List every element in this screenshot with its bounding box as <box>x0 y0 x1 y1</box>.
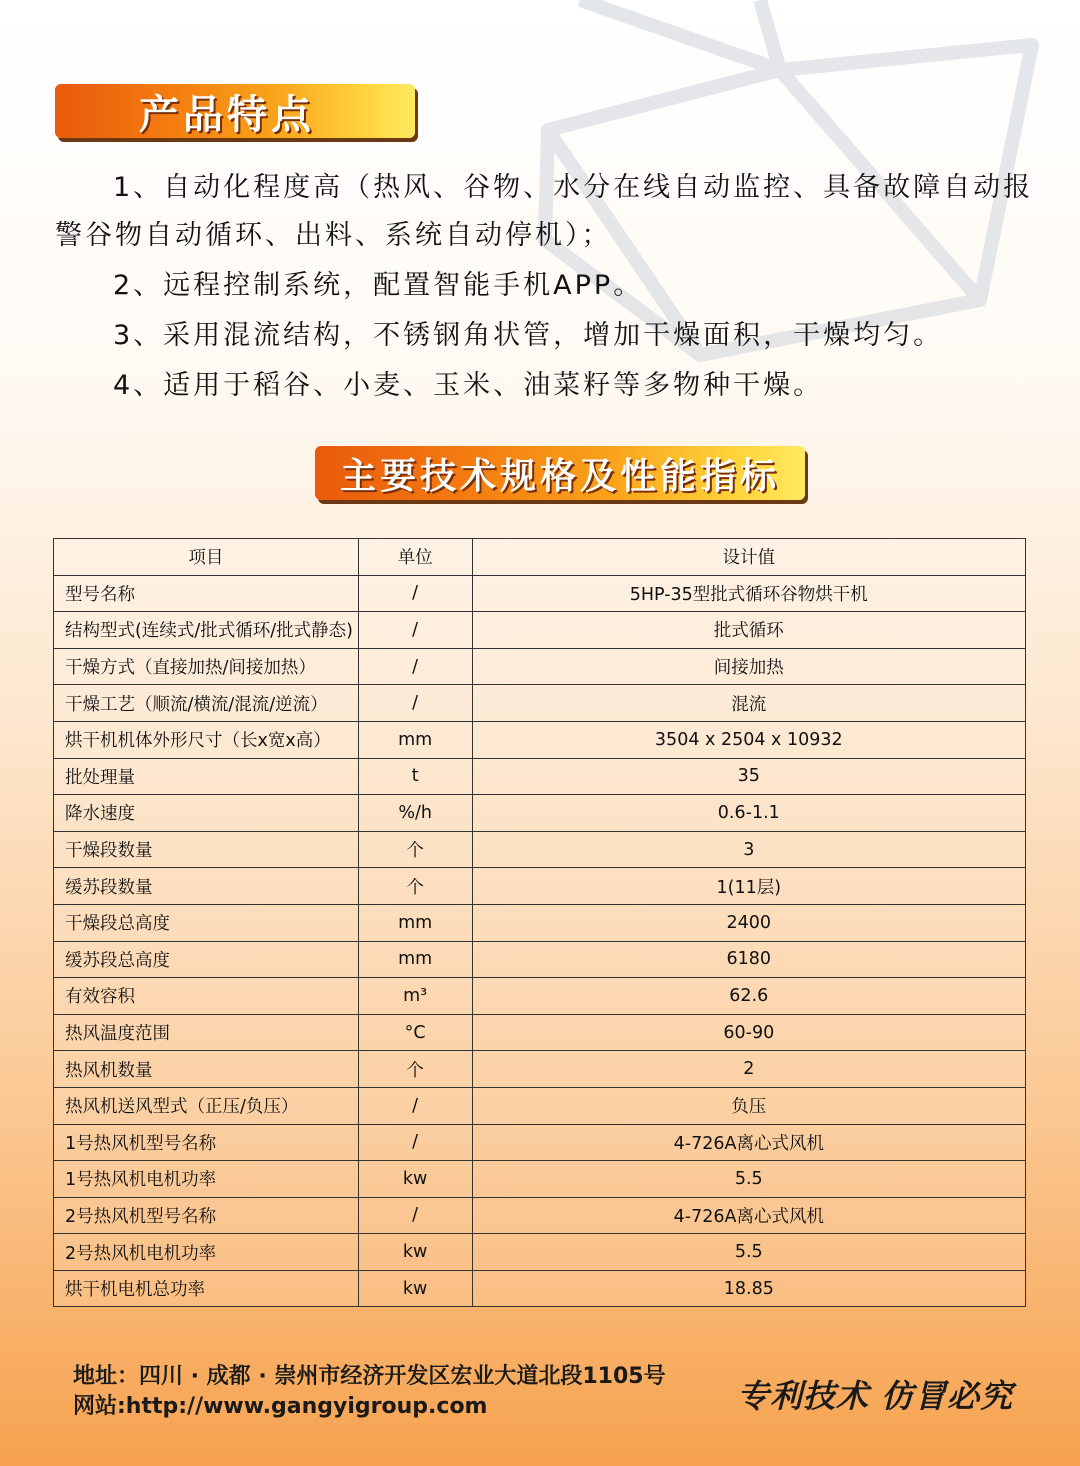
features-list <box>55 164 1045 412</box>
cell-unit: °C <box>358 1014 472 1051</box>
section-title-specs: 主要技术规格及性能指标 <box>339 455 780 497</box>
cell-value: 3504 x 2504 x 10932 <box>472 721 1025 758</box>
cell-item: 干燥段数量 <box>54 831 359 868</box>
table-row <box>54 868 1026 905</box>
table-row <box>54 1197 1026 1234</box>
cell-value: 35 <box>472 758 1025 795</box>
cell-value: 5HP-35型批式循环谷物烘干机 <box>472 575 1025 612</box>
cell-value: 2400 <box>472 904 1025 941</box>
cell-item: 热风机送风型式（正压/负压） <box>54 1087 359 1124</box>
feature-item: 3、采用混流结构，不锈钢角状管，增加干燥面积，干燥均匀。 <box>113 320 944 351</box>
cell-item: 降水速度 <box>54 795 359 832</box>
cell-item: 1号热风机电机功率 <box>54 1161 359 1198</box>
cell-unit: / <box>358 575 472 612</box>
table-row <box>54 1270 1026 1307</box>
table-row <box>54 685 1026 722</box>
cell-unit: / <box>358 1124 472 1161</box>
cell-value: 4-726A离心式风机 <box>472 1124 1025 1161</box>
table-row <box>54 904 1026 941</box>
table-row <box>54 612 1026 649</box>
header-unit: 单位 <box>358 539 472 576</box>
cell-unit: kw <box>358 1270 472 1307</box>
cell-item: 干燥工艺（顺流/横流/混流/逆流） <box>54 685 359 722</box>
cell-unit: t <box>358 758 472 795</box>
table-row <box>54 758 1026 795</box>
cell-value: 1(11层) <box>472 868 1025 905</box>
cell-value: 5.5 <box>472 1161 1025 1198</box>
cell-unit: / <box>358 648 472 685</box>
cell-unit: / <box>358 1087 472 1124</box>
cell-unit: mm <box>358 721 472 758</box>
table-header-row <box>54 539 1026 576</box>
table-row <box>54 831 1026 868</box>
table-row <box>54 795 1026 832</box>
cell-value: 3 <box>472 831 1025 868</box>
table-row <box>54 648 1026 685</box>
table-row <box>54 1087 1026 1124</box>
cell-item: 2号热风机型号名称 <box>54 1197 359 1234</box>
cell-item: 干燥段总高度 <box>54 904 359 941</box>
cell-unit: 个 <box>358 831 472 868</box>
cell-value: 5.5 <box>472 1234 1025 1271</box>
cell-item: 结构型式(连续式/批式循环/批式静态) <box>54 612 359 649</box>
table-row <box>54 1014 1026 1051</box>
website-text: 网站:http://www.gangyigroup.com <box>73 1394 488 1419</box>
cell-unit: m³ <box>358 978 472 1015</box>
header-item: 项目 <box>54 539 359 576</box>
spec-table <box>53 538 1026 1307</box>
cell-unit: / <box>358 612 472 649</box>
address-text: 地址：四川 · 成都 · 崇州市经济开发区宏业大道北段1105号 <box>73 1364 666 1389</box>
table-row <box>54 1161 1026 1198</box>
cell-value: 间接加热 <box>472 648 1025 685</box>
cell-item: 2号热风机电机功率 <box>54 1234 359 1271</box>
cell-value: 4-726A离心式风机 <box>472 1197 1025 1234</box>
cell-item: 1号热风机型号名称 <box>54 1124 359 1161</box>
cell-item: 干燥方式（直接加热/间接加热） <box>54 648 359 685</box>
feature-item: 1、自动化程度高（热风、谷物、水分在线自动监控、具备故障自动报警谷物自动循环、出料、系统自动停机）； <box>55 172 1034 251</box>
cell-unit: / <box>358 685 472 722</box>
cell-item: 有效容积 <box>54 978 359 1015</box>
cell-value: 62.6 <box>472 978 1025 1015</box>
cell-item: 批处理量 <box>54 758 359 795</box>
cell-item: 缓苏段数量 <box>54 868 359 905</box>
cell-value: 6180 <box>472 941 1025 978</box>
cell-unit: kw <box>358 1234 472 1271</box>
cell-unit: 个 <box>358 868 472 905</box>
cell-item: 烘干机机体外形尺寸（长x宽x高） <box>54 721 359 758</box>
cell-value: 60-90 <box>472 1014 1025 1051</box>
feature-item: 4、适用于稻谷、小麦、玉米、油菜籽等多物种干燥。 <box>113 370 824 401</box>
cell-item: 热风机数量 <box>54 1051 359 1088</box>
cell-value: 0.6-1.1 <box>472 795 1025 832</box>
table-row <box>54 1051 1026 1088</box>
table-row <box>54 941 1026 978</box>
cell-unit: 个 <box>358 1051 472 1088</box>
table-row <box>54 1234 1026 1271</box>
cell-value: 混流 <box>472 685 1025 722</box>
cell-unit: mm <box>358 904 472 941</box>
header-value: 设计值 <box>472 539 1025 576</box>
table-row <box>54 721 1026 758</box>
table-row <box>54 978 1026 1015</box>
footer-contact <box>73 1362 666 1422</box>
cell-unit: kw <box>358 1161 472 1198</box>
cell-item: 热风温度范围 <box>54 1014 359 1051</box>
table-body <box>54 575 1026 1307</box>
section-banner-specs <box>315 446 805 500</box>
cell-value: 18.85 <box>472 1270 1025 1307</box>
section-title-features: 产品特点 <box>139 91 315 138</box>
table-row <box>54 1124 1026 1161</box>
section-banner-features <box>55 84 415 138</box>
slogan-text: 专利技术 仿冒必究 <box>737 1377 1014 1415</box>
cell-item: 型号名称 <box>54 575 359 612</box>
table-row <box>54 575 1026 612</box>
feature-item: 2、远程控制系统，配置智能手机APP。 <box>113 270 644 301</box>
cell-unit: %/h <box>358 795 472 832</box>
cell-item: 缓苏段总高度 <box>54 941 359 978</box>
cell-unit: mm <box>358 941 472 978</box>
cell-value: 负压 <box>472 1087 1025 1124</box>
cell-item: 烘干机电机总功率 <box>54 1270 359 1307</box>
cell-unit: / <box>358 1197 472 1234</box>
cell-value: 2 <box>472 1051 1025 1088</box>
cell-value: 批式循环 <box>472 612 1025 649</box>
